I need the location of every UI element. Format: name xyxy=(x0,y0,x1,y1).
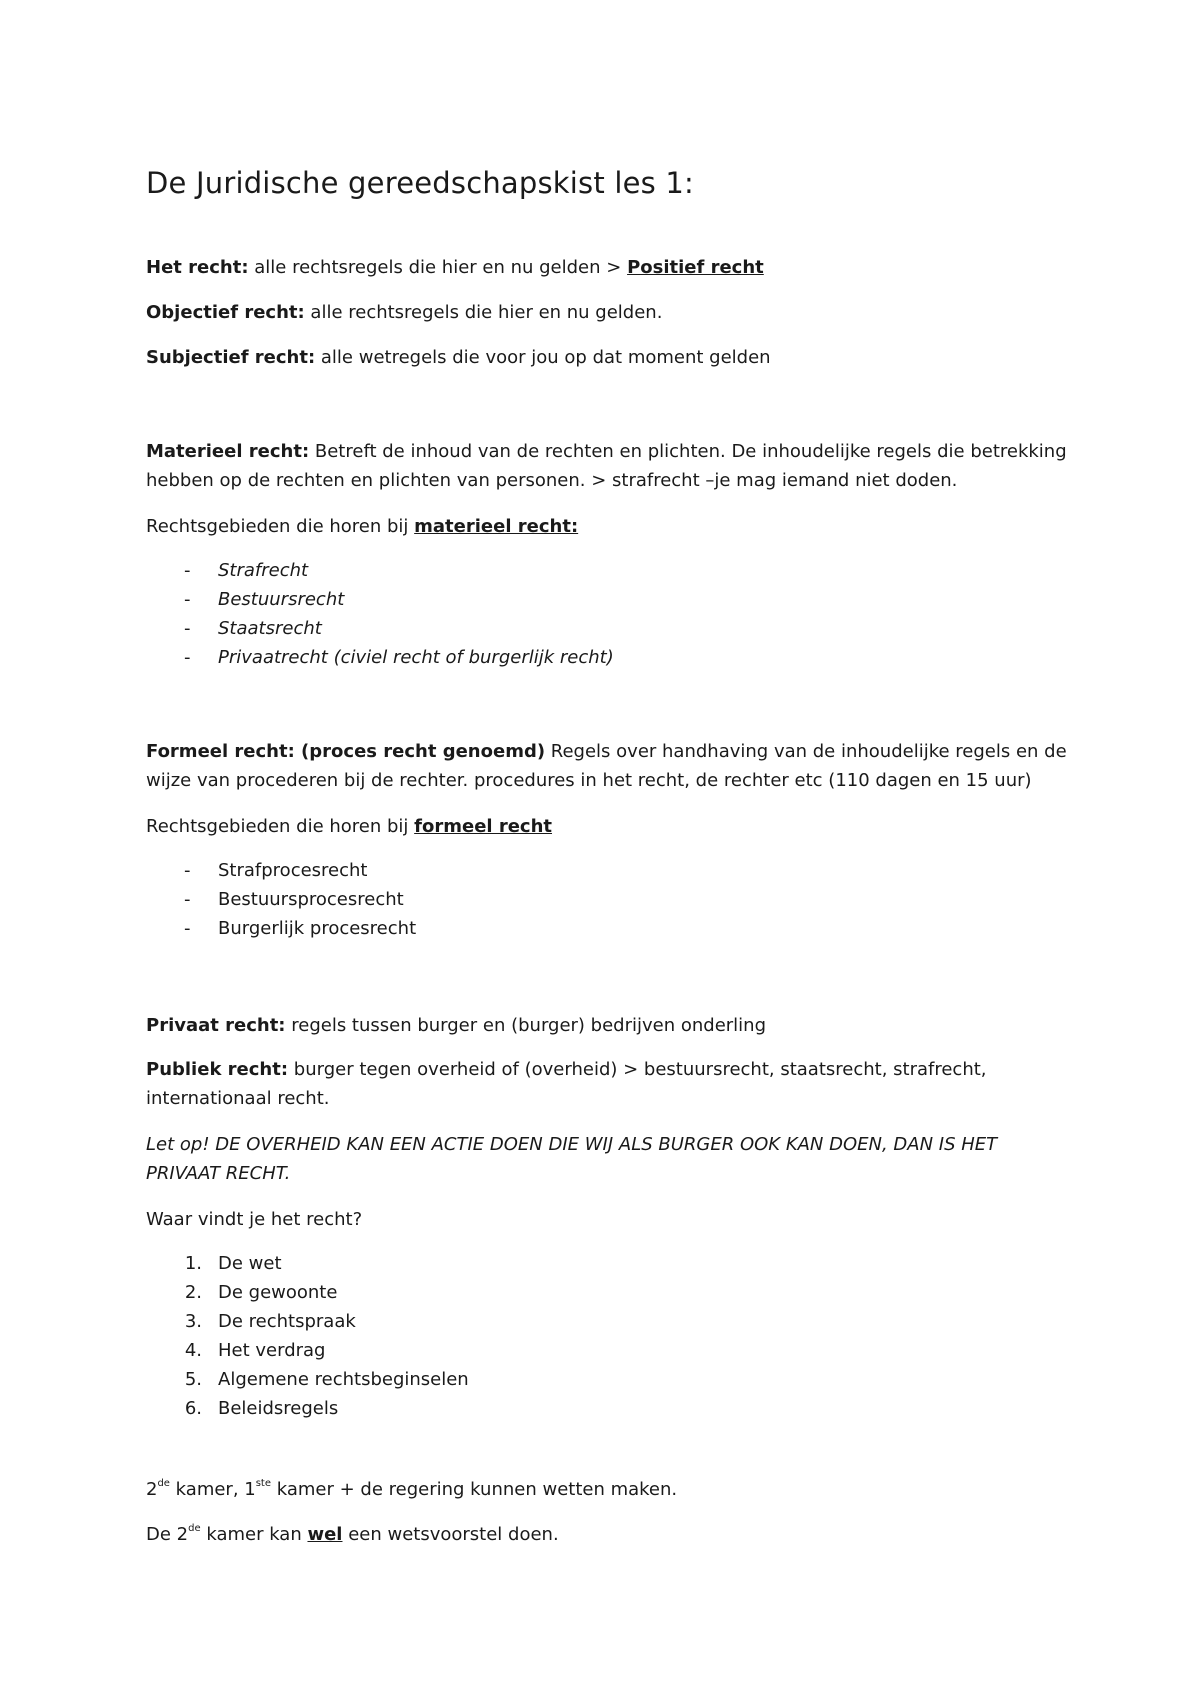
formeel-areas-intro: Rechtsgebieden die horen bij xyxy=(146,816,415,837)
kamer-line-2 xyxy=(146,1520,559,1549)
document-title: De Juridische gereedschapskist les 1: xyxy=(146,166,695,200)
term-privaat-recht: Privaat recht: xyxy=(146,1015,286,1036)
waar-question: Waar vindt je het recht? xyxy=(146,1209,363,1230)
publiek-line-2: internationaal recht. xyxy=(146,1088,330,1109)
positief-recht-term: Positief recht xyxy=(627,257,764,278)
kamer1-b-sup: ste xyxy=(255,1478,272,1489)
kamer2-a: De 2 xyxy=(146,1524,189,1545)
list-item-text: Bestuursprocesrecht xyxy=(218,889,404,910)
materieel-recht-term: materieel recht: xyxy=(414,516,579,537)
kamer2-wel: wel xyxy=(307,1524,343,1545)
term-formeel-recht: Formeel recht: (proces recht genoemd) xyxy=(146,741,546,762)
formeel-line-1 xyxy=(146,737,1067,766)
materieel-areas-heading xyxy=(146,512,578,541)
item-text: De gewoonte xyxy=(218,1282,338,1303)
let-op-line-1 xyxy=(146,1130,997,1159)
dash-bullet: - xyxy=(184,918,191,939)
kamer1-a-sup: de xyxy=(157,1478,170,1489)
item-text: De wet xyxy=(218,1253,282,1274)
kamer2-c: een wetsvoorstel doen. xyxy=(342,1524,559,1545)
item-number: 1. xyxy=(184,1253,202,1274)
formeel-line-2: wijze van procederen bij de rechter. procedures in het recht, de rechter etc (110 dagen en 15 uur) xyxy=(146,770,1032,791)
list-item-text: Strafrecht xyxy=(218,560,309,581)
def-privaat-recht xyxy=(146,1011,766,1040)
def-het-recht-text: alle rechtsregels die hier en nu gelden > xyxy=(248,257,628,278)
term-het-recht: Het recht: xyxy=(146,257,249,278)
def-subjectief-recht xyxy=(146,343,771,372)
item-number: 4. xyxy=(184,1340,202,1361)
publiek-line-1 xyxy=(146,1055,987,1084)
def-objectief-recht xyxy=(146,298,662,327)
def-objectief-text: alle rechtsregels die hier en nu gelden. xyxy=(304,302,663,323)
def-subjectief-text: alle wetregels die voor jou op dat moment gelden xyxy=(315,347,771,368)
formeel-recht-term: formeel recht xyxy=(414,816,553,837)
item-number: 2. xyxy=(184,1282,202,1303)
dash-bullet: - xyxy=(184,560,191,581)
def-privaat-text: regels tussen burger en (burger) bedrijven onderling xyxy=(285,1015,767,1036)
term-subjectief-recht: Subjectief recht: xyxy=(146,347,316,368)
list-item-text: Burgerlijk procesrecht xyxy=(218,918,417,939)
formeel-text-1: Regels over handhaving van de inhoudelijke regels en de xyxy=(545,741,1067,762)
def-het-recht xyxy=(146,253,764,282)
item-text: Algemene rechtsbeginselen xyxy=(218,1369,469,1390)
kamer2-b: kamer kan xyxy=(200,1524,308,1545)
kamer1-b: kamer, 1 xyxy=(169,1479,256,1500)
list-item-text: Privaatrecht (civiel recht of burgerlijk recht) xyxy=(218,647,614,668)
dash-bullet: - xyxy=(184,889,191,910)
let-op-lead: Let op! xyxy=(146,1134,210,1155)
materieel-areas-intro: Rechtsgebieden die horen bij xyxy=(146,516,415,537)
kamer-line-1 xyxy=(146,1475,677,1504)
dash-bullet: - xyxy=(184,860,191,881)
list-item-text: Strafprocesrecht xyxy=(218,860,368,881)
let-op-text-1: DE OVERHEID KAN EEN ACTIE DOEN DIE WIJ ALS BURGER OOK KAN DOEN, DAN IS HET xyxy=(209,1134,998,1155)
kamer1-c: kamer + de regering kunnen wetten maken. xyxy=(271,1479,678,1500)
kamer1-a: 2 xyxy=(146,1479,158,1500)
publiek-text-1: burger tegen overheid of (overheid) > bestuursrecht, staatsrecht, strafrecht, xyxy=(288,1059,987,1080)
item-number: 5. xyxy=(184,1369,202,1390)
item-text: Het verdrag xyxy=(218,1340,326,1361)
term-objectief-recht: Objectief recht: xyxy=(146,302,305,323)
item-text: Beleidsregels xyxy=(218,1398,339,1419)
term-materieel-recht: Materieel recht: xyxy=(146,441,310,462)
item-text: De rechtspraak xyxy=(218,1311,356,1332)
list-item-text: Bestuursrecht xyxy=(218,589,345,610)
kamer2-a-sup: de xyxy=(188,1523,201,1534)
materieel-text-1: Betreft de inhoud van de rechten en plichten. De inhoudelijke regels die betrekking xyxy=(309,441,1067,462)
item-number: 3. xyxy=(184,1311,202,1332)
dash-bullet: - xyxy=(184,647,191,668)
item-number: 6. xyxy=(184,1398,202,1419)
materieel-line-2: hebben op de rechten en plichten van personen. > strafrecht –je mag iemand niet doden. xyxy=(146,470,958,491)
materieel-line-1 xyxy=(146,437,1067,466)
dash-bullet: - xyxy=(184,589,191,610)
term-publiek-recht: Publiek recht: xyxy=(146,1059,289,1080)
let-op-line-2: PRIVAAT RECHT. xyxy=(146,1163,291,1184)
list-item-text: Staatsrecht xyxy=(218,618,322,639)
dash-bullet: - xyxy=(184,618,191,639)
formeel-areas-heading xyxy=(146,812,552,841)
